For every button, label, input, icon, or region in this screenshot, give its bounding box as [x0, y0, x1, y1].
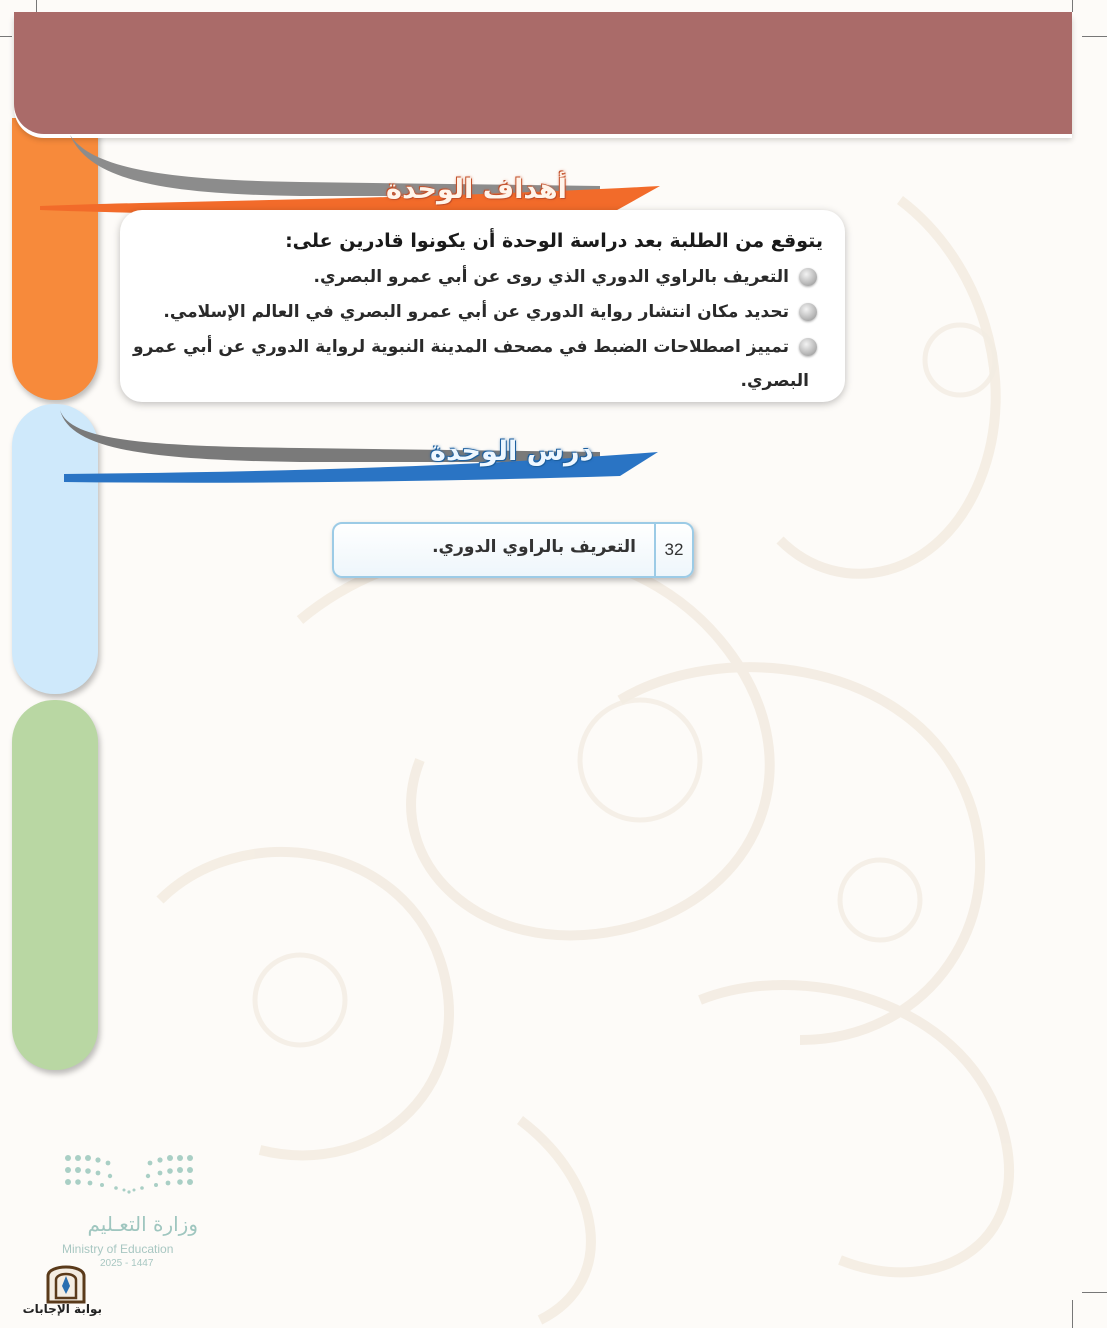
header-band [14, 12, 1072, 134]
ministry-dots-icon [60, 1150, 200, 1206]
side-tab-green [12, 700, 98, 1070]
bullet-icon [799, 338, 817, 356]
ministry-year: 2025 - 1447 [100, 1258, 154, 1269]
crop-mark [36, 0, 37, 12]
ministry-name-en: Ministry of Education [62, 1242, 174, 1256]
bullet-icon [799, 303, 817, 321]
lesson-page-number: 32 [654, 524, 692, 576]
lesson-entry[interactable] [332, 522, 694, 578]
crop-mark [0, 36, 12, 37]
goals-intro: يتوقع من الطلبة بعد دراسة الوحدة أن يكونوا قادرين على: [285, 230, 823, 252]
crop-mark [1082, 1292, 1107, 1293]
lessons-title: درس الوحدة [430, 436, 594, 467]
bullet-icon [799, 268, 817, 286]
crop-mark [1082, 36, 1107, 37]
site-label: بوابة الإجابات [22, 1302, 102, 1316]
goal-item [314, 260, 810, 294]
ministry-name-ar: وزارة التعـليم [87, 1212, 198, 1236]
goals-card [120, 210, 845, 402]
goal-text: تمييز اصطلاحات الضبط في مصحف المدينة النبوية لرواية الدوري عن أبي عمرو [133, 337, 789, 357]
goals-title: أهداف الوحدة [386, 174, 567, 205]
goal-item [163, 295, 809, 329]
crop-mark [1072, 0, 1073, 12]
goal-item [129, 330, 809, 364]
crop-mark [1072, 1300, 1073, 1328]
goal-text: تحديد مكان انتشار رواية الدوري عن أبي عمرو البصري في العالم الإسلامي. [163, 302, 789, 322]
goal-text: البصري. [740, 371, 809, 391]
lesson-title: التعريف بالراوي الدوري. [432, 537, 636, 557]
goal-text: التعريف بالراوي الدوري الذي روى عن أبي عمرو البصري. [313, 267, 789, 287]
goal-text-continued [740, 364, 829, 398]
